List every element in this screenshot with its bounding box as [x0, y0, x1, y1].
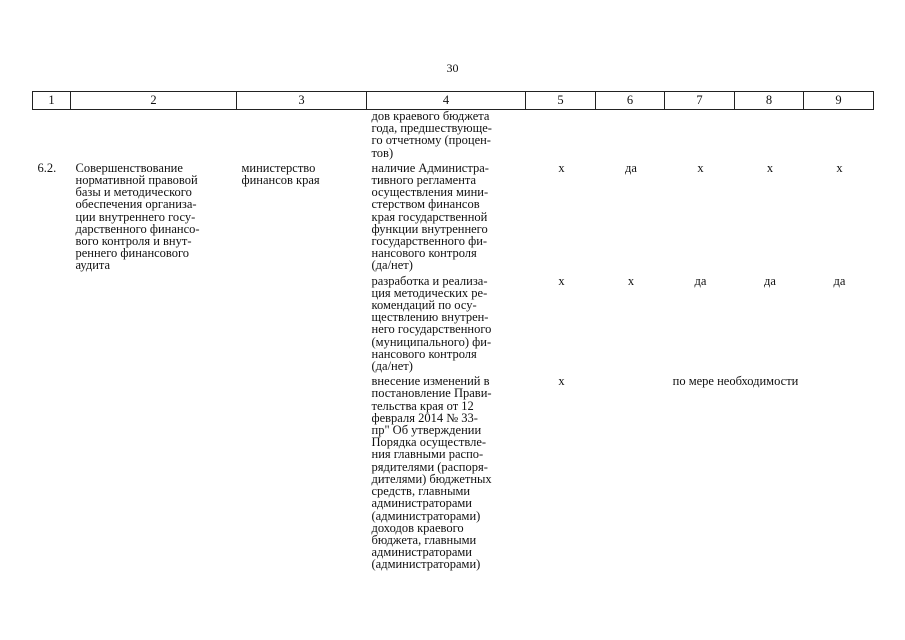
value-col-6 — [596, 110, 665, 162]
header-col-7: 7 — [665, 92, 735, 110]
value-col-5: х — [558, 160, 565, 175]
value-col-7: х — [697, 160, 704, 175]
header-col-1: 1 — [33, 92, 71, 110]
executor — [237, 110, 367, 162]
value-col-9 — [804, 110, 874, 162]
value-col-5: х — [558, 273, 565, 288]
header-col-8: 8 — [735, 92, 804, 110]
indicator: внесение изменений в постановление Прави- тельства края от 12 февраля 2014 № 33- пр" Об утверждении Порядка осуществле- ния главными распо- рядителями (распоря- дителями) бюджетных средств, главными администраторами (администраторами) доходов краевого бюджета, главными администраторами (администраторами) — [371, 374, 492, 572]
value-col-9: да — [833, 273, 846, 288]
value-col-8: да — [764, 273, 776, 288]
indicator: разработка и реализа- ция методических ре- комендаций по осу- ществлению внутрен- него государственного (муниципального) фи- нансового контроля (да/нет) — [371, 273, 492, 374]
value-col-6: х — [627, 273, 635, 288]
measure-name: Совершенствование нормативной правовой базы и методического обеспечения организа- ции внутреннего госу- дарственного финансо- вого контроля и внут- реннего финансового аудита — [75, 160, 200, 273]
merged-value-cols-6-9: по мере необходимости — [672, 374, 799, 389]
value-col-7 — [665, 110, 735, 162]
table-row — [33, 162, 874, 275]
executor: министерство финансов края — [241, 160, 320, 188]
header-col-5: 5 — [526, 92, 596, 110]
header-col-4: 4 — [367, 92, 526, 110]
value-col-5: х — [558, 374, 565, 389]
header-col-9: 9 — [804, 92, 874, 110]
table-header-row — [33, 92, 874, 110]
value-col-5 — [526, 110, 596, 162]
value-col-9: х — [836, 160, 843, 175]
value-col-8 — [735, 110, 804, 162]
header-col-3: 3 — [237, 92, 367, 110]
header-col-2: 2 — [71, 92, 237, 110]
value-col-8: х — [766, 160, 774, 175]
program-table — [32, 91, 874, 574]
header-col-6: 6 — [596, 92, 665, 110]
row-number — [33, 110, 71, 162]
value-col-6: да — [625, 160, 637, 175]
indicator: дов краевого бюджета года, предшествующе- го отчетному (процен- тов) — [371, 109, 492, 160]
value-col-7: да — [694, 273, 707, 288]
page-number: 30 — [446, 61, 459, 75]
measure-name — [71, 110, 237, 162]
indicator: наличие Администра- тивного регламента осуществления мини- стерством финансов края государственной функции внутреннего государственного фи- нансового контроля (да/нет) — [371, 160, 489, 273]
table-row — [33, 110, 874, 162]
row-number: 6.2. — [37, 160, 57, 175]
